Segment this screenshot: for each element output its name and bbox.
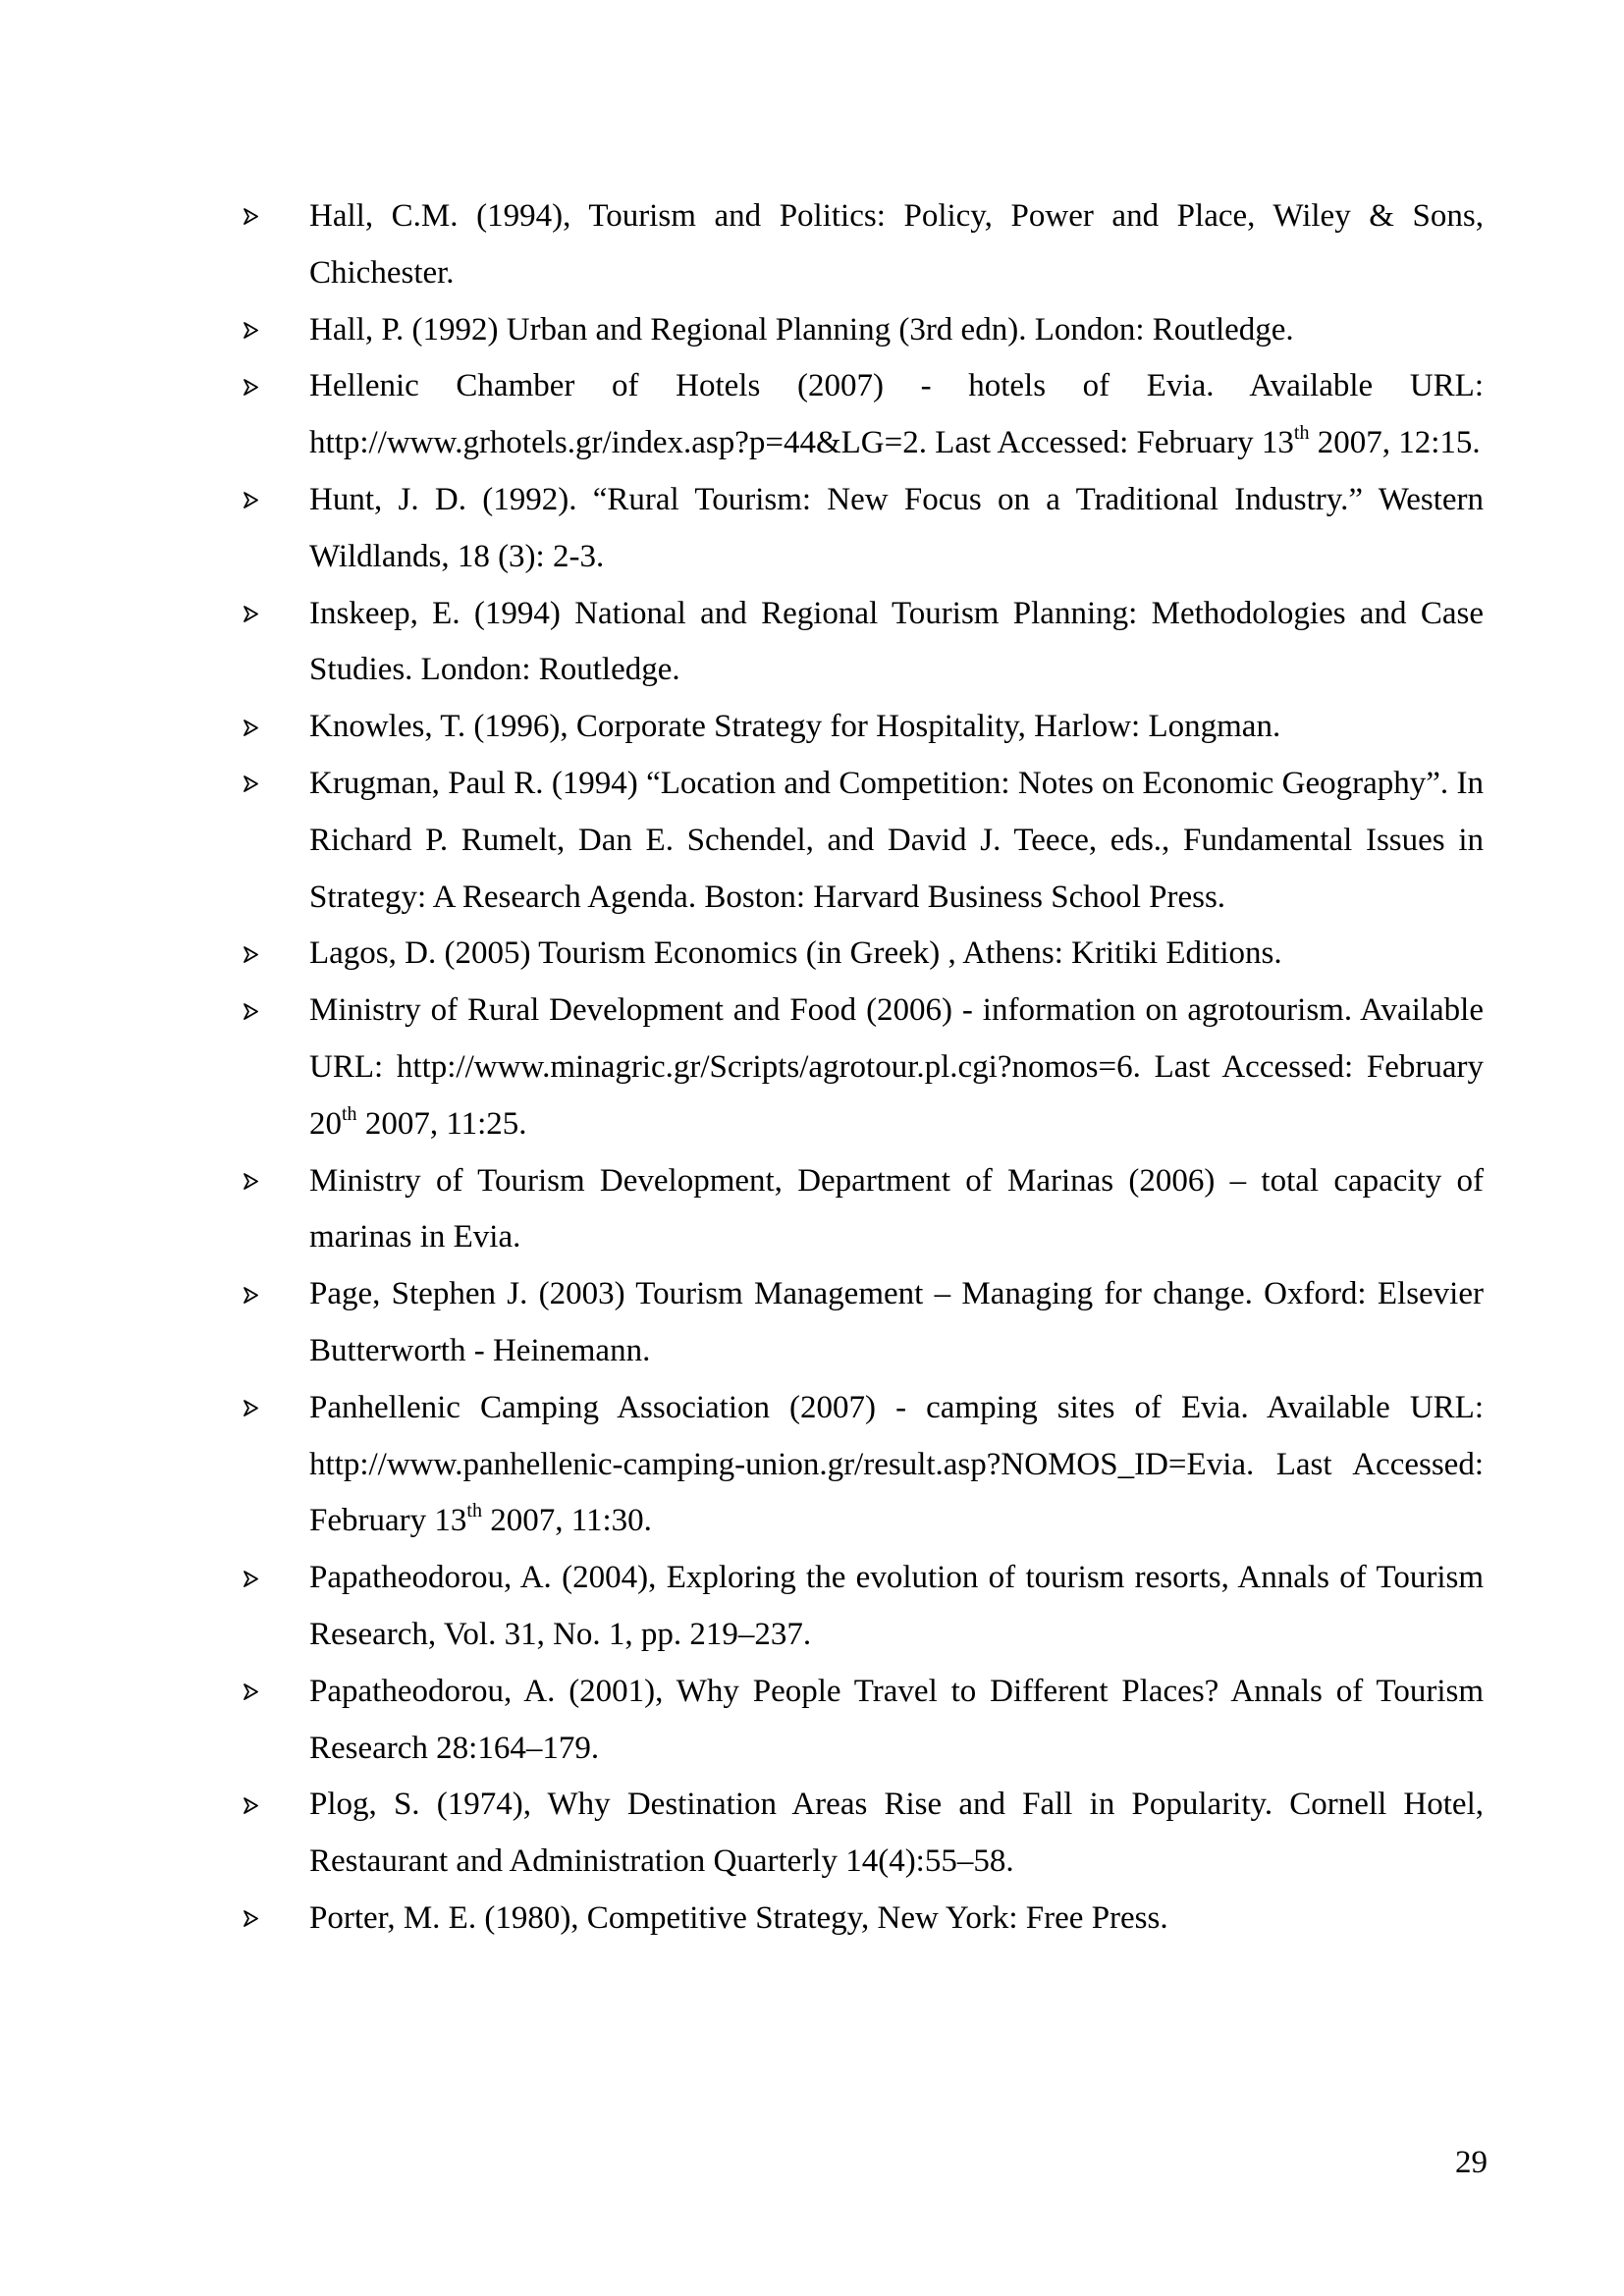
reference-item	[244, 926, 1484, 983]
arrowhead-bullet-icon	[244, 699, 273, 756]
reference-item	[244, 1550, 1484, 1664]
reference-item	[244, 1891, 1484, 1948]
arrowhead-bullet-icon	[244, 756, 273, 813]
arrowhead-bullet-icon	[244, 1153, 273, 1210]
reference-item	[244, 756, 1484, 926]
reference-text-segment: Panhellenic Camping Association (2007) - camping sites of Evia. Available URL: http://www.panhellenic-camping-union.gr/result.asp?NOMOS_ID=Evia. Last Accessed: February 13	[309, 1389, 1484, 1539]
reference-item	[244, 1266, 1484, 1380]
arrowhead-bullet-icon	[244, 1664, 273, 1721]
reference-text: Hall, P. (1992) Urban and Regional Planning (3rd edn). London: Routledge.	[309, 311, 1294, 347]
reference-text-segment: 2007, 12:15.	[1309, 425, 1481, 461]
reference-item	[244, 586, 1484, 700]
reference-item	[244, 1153, 1484, 1267]
reference-item	[244, 472, 1484, 586]
reference-item	[244, 188, 1484, 302]
reference-item	[244, 1380, 1484, 1550]
arrowhead-bullet-icon	[244, 188, 273, 245]
reference-item	[244, 358, 1484, 472]
arrowhead-bullet-icon	[244, 302, 273, 359]
reference-text: Krugman, Paul R. (1994) “Location and Competition: Notes on Economic Geography”. In Richard P. Rumelt, Dan E. Schendel, and David J. Teece, eds., Fundamental Issues in Strategy: A Research Agenda. Boston: Harvard Business School Press.	[309, 765, 1484, 915]
reference-item	[244, 1777, 1484, 1891]
reference-text: Papatheodorou, A. (2004), Exploring the evolution of tourism resorts, Annals of Tourism Research, Vol. 31, No. 1, pp. 219–237.	[309, 1560, 1484, 1652]
reference-text: Page, Stephen J. (2003) Tourism Management – Managing for change. Oxford: Elsevier Butterworth - Heinemann.	[309, 1276, 1484, 1368]
reference-text-segment: 2007, 11:30.	[481, 1503, 652, 1539]
reference-text: Ministry of Tourism Development, Department of Marinas (2006) – total capacity of marinas in Evia.	[309, 1162, 1484, 1255]
arrowhead-bullet-icon	[244, 1380, 273, 1437]
arrowhead-bullet-icon	[244, 983, 273, 1040]
reference-text-segment: Ministry of Rural Development and Food (2006) - information on agrotourism. Available URL: http://www.minagric.gr/Scripts/agrotour.pl.cgi?nomos=6. Last Accessed: February 20	[309, 992, 1484, 1142]
arrowhead-bullet-icon	[244, 586, 273, 643]
reference-list	[244, 188, 1484, 1948]
reference-item	[244, 1664, 1484, 1778]
arrowhead-bullet-icon	[244, 1891, 273, 1948]
reference-text	[309, 1390, 1484, 1539]
reference-text: Knowles, T. (1996), Corporate Strategy for Hospitality, Harlow: Longman.	[309, 709, 1281, 745]
reference-text: Hunt, J. D. (1992). “Rural Tourism: New Focus on a Traditional Industry.” Western Wildlands, 18 (3): 2-3.	[309, 481, 1484, 574]
reference-text: Lagos, D. (2005) Tourism Economics (in Greek) , Athens: Kritiki Editions.	[309, 935, 1282, 972]
reference-text	[309, 368, 1484, 460]
reference-text-segment: 2007, 11:25.	[356, 1105, 527, 1142]
reference-text-segment: Hellenic Chamber of Hotels (2007) - hotels of Evia. Available URL: http://www.grhotels.gr/index.asp?p=44&LG=2. Last Accessed: February 13	[309, 368, 1484, 461]
reference-item	[244, 983, 1484, 1152]
superscript-ordinal: th	[466, 1500, 482, 1522]
reference-text: Inskeep, E. (1994) National and Regional Tourism Planning: Methodologies and Case Studies. London: Routledge.	[309, 595, 1484, 688]
superscript-ordinal: th	[1293, 422, 1310, 445]
arrowhead-bullet-icon	[244, 1777, 273, 1834]
reference-text	[309, 992, 1484, 1142]
reference-item	[244, 302, 1484, 359]
arrowhead-bullet-icon	[244, 358, 273, 415]
page-number: 29	[1455, 2145, 1488, 2180]
superscript-ordinal: th	[342, 1102, 357, 1125]
arrowhead-bullet-icon	[244, 926, 273, 983]
reference-text: Hall, C.M. (1994), Tourism and Politics: Policy, Power and Place, Wiley & Sons, Chichester.	[309, 198, 1484, 291]
reference-text: Plog, S. (1974), Why Destination Areas Rise and Fall in Popularity. Cornell Hotel, Restaurant and Administration Quarterly 14(4):55–58.	[309, 1787, 1484, 1880]
reference-text: Papatheodorou, A. (2001), Why People Travel to Different Places? Annals of Tourism Research 28:164–179.	[309, 1673, 1484, 1766]
arrowhead-bullet-icon	[244, 472, 273, 529]
reference-text: Porter, M. E. (1980), Competitive Strategy, New York: Free Press.	[309, 1899, 1168, 1936]
arrowhead-bullet-icon	[244, 1550, 273, 1607]
arrowhead-bullet-icon	[244, 1266, 273, 1323]
reference-item	[244, 699, 1484, 756]
